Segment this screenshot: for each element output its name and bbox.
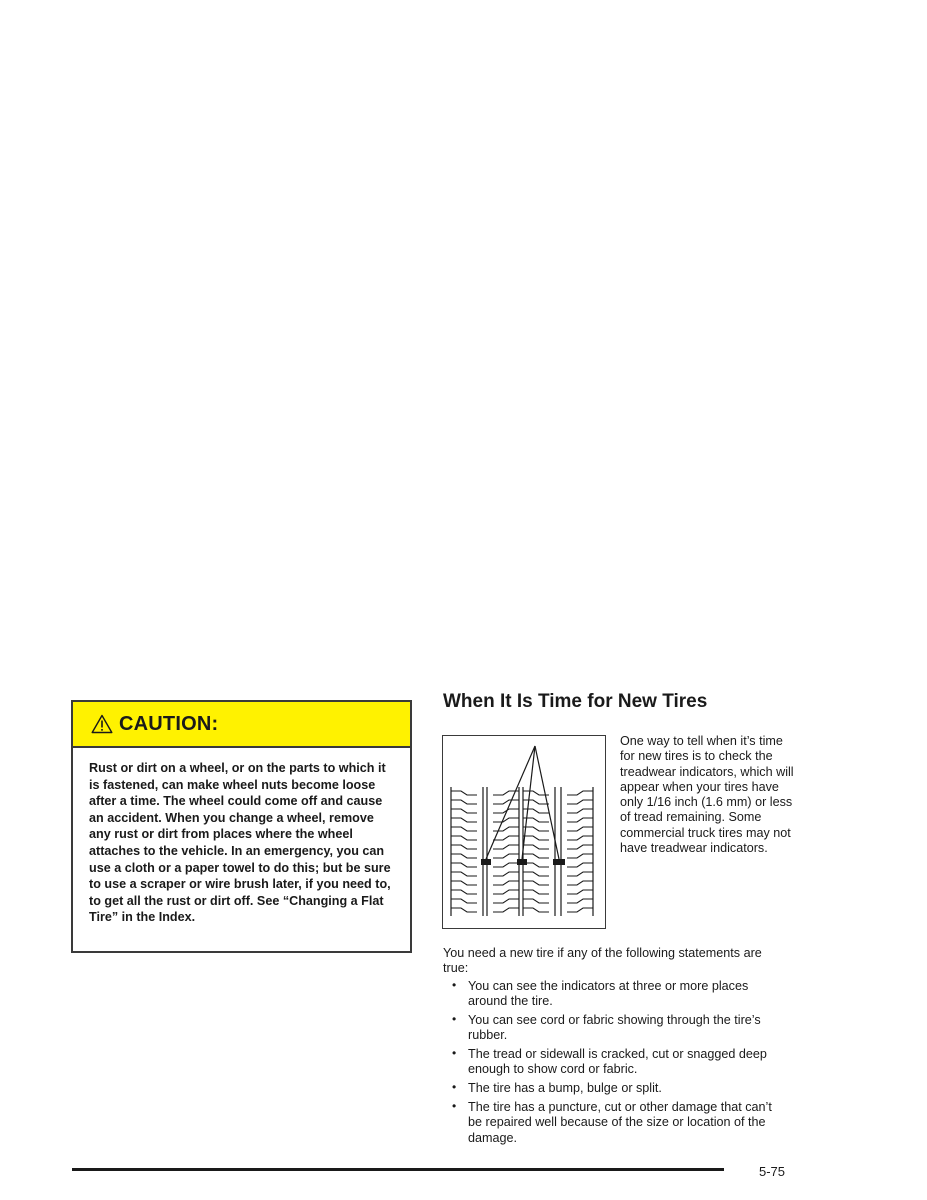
tread-groove [523, 899, 549, 903]
tread-groove [451, 791, 477, 795]
tread-groove [493, 827, 519, 831]
tread-groove [451, 899, 477, 903]
tread-groove [523, 881, 549, 885]
figure-caption-text: One way to tell when it’s time for new tires is to check the treadwear indicators, which will appear when your tires have only 1/16 inch (1.6 mm) or less of tread remaining. Some commercial truck tires may not have treadwear indicators. [620, 734, 794, 856]
warning-triangle-icon [91, 714, 113, 734]
tread-groove [451, 863, 477, 867]
list-item [443, 1013, 788, 1044]
tread-groove [567, 899, 593, 903]
intro-paragraph: You need a new tire if any of the following statements are true: [443, 946, 762, 976]
bullet-icon: • [452, 1099, 457, 1114]
tread-groove [493, 863, 519, 867]
bullet-icon: • [452, 1012, 457, 1027]
tread-groove [493, 854, 519, 858]
tread-groove [493, 800, 519, 804]
bullet-icon: • [452, 978, 457, 992]
tread-groove [451, 827, 477, 831]
tread-groove [523, 845, 549, 849]
tread-groove [493, 818, 519, 822]
bullet-icon: • [452, 1046, 457, 1061]
page-number: 5-75 [759, 1164, 786, 1179]
tread-groove [451, 881, 477, 885]
section-title: When It Is Time for New Tires [443, 691, 708, 712]
list-item-text: The tread or sidewall is cracked, cut or snagged deep enough to show cord or fabric. [468, 1047, 767, 1077]
list-item [443, 1047, 788, 1078]
tread-groove [523, 836, 549, 840]
tread-groove [567, 845, 593, 849]
tread-groove [567, 872, 593, 876]
tread-groove [567, 836, 593, 840]
tread-groove [493, 890, 519, 894]
tread-groove [451, 908, 477, 912]
tread-groove [567, 809, 593, 813]
list-item [443, 1100, 788, 1146]
tread-groove [493, 908, 519, 912]
tread-groove [523, 827, 549, 831]
tread-groove [523, 908, 549, 912]
tread-groove [451, 809, 477, 813]
list-item [443, 979, 788, 1010]
tread-groove [567, 863, 593, 867]
list-item-text: You can see the indicators at three or more places around the tire. [468, 979, 749, 1009]
tread-groove [451, 845, 477, 849]
tread-groove [493, 899, 519, 903]
tread-groove [567, 791, 593, 795]
tread-groove [567, 908, 593, 912]
tread-groove [523, 890, 549, 894]
tread-groove [567, 827, 593, 831]
tread-groove [493, 872, 519, 876]
tread-wear-illustration [442, 735, 606, 929]
treadwear-indicator-bar [481, 859, 491, 865]
caution-box [71, 700, 412, 953]
tread-groove [451, 818, 477, 822]
tread-groove [523, 854, 549, 858]
indicator-pointer-line [486, 746, 535, 859]
treadwear-indicator-bar [517, 859, 527, 865]
tread-groove [523, 800, 549, 804]
bullet-icon: • [452, 1080, 457, 1095]
tread-groove [493, 836, 519, 840]
list-item-text: The tire has a bump, bulge or split. [468, 1081, 662, 1096]
tread-groove [567, 881, 593, 885]
caution-text: Rust or dirt on a wheel, or on the parts to which it is fastened, can make wheel nuts become loose after a time. The wheel could come off and cause an accident. When you change a wheel, remove any rust or dirt from places where the wheel attaches to the vehicle. In an emergency, you can use a cloth or a paper towel to do this; but be sure to use a scraper or wire brush later, if you need to, to get all the rust or dirt off. See “Changing a Flat Tire” in the Index. [89, 761, 391, 925]
list-item-text: You can see cord or fabric showing through the tire’s rubber. [468, 1013, 761, 1043]
tread-groove [451, 836, 477, 840]
tread-groove [451, 854, 477, 858]
tread-groove [567, 800, 593, 804]
caution-title: CAUTION: [119, 712, 219, 735]
footer-rule [72, 1168, 724, 1171]
list-item [443, 1081, 788, 1096]
tread-groove [493, 845, 519, 849]
treadwear-indicator-bar [553, 859, 565, 865]
indicator-pointer-line [522, 746, 535, 859]
tread-groove [451, 800, 477, 804]
tread-groove [567, 890, 593, 894]
tread-groove [523, 872, 549, 876]
tread-groove [567, 854, 593, 858]
criteria-list [443, 979, 788, 1149]
list-item-text: The tire has a puncture, cut or other damage that can’t be repaired well because of the size or location of the damage. [468, 1100, 772, 1145]
tread-groove [451, 872, 477, 876]
tread-groove [567, 818, 593, 822]
caution-header [73, 702, 410, 748]
tread-groove [451, 890, 477, 894]
tread-groove [493, 881, 519, 885]
